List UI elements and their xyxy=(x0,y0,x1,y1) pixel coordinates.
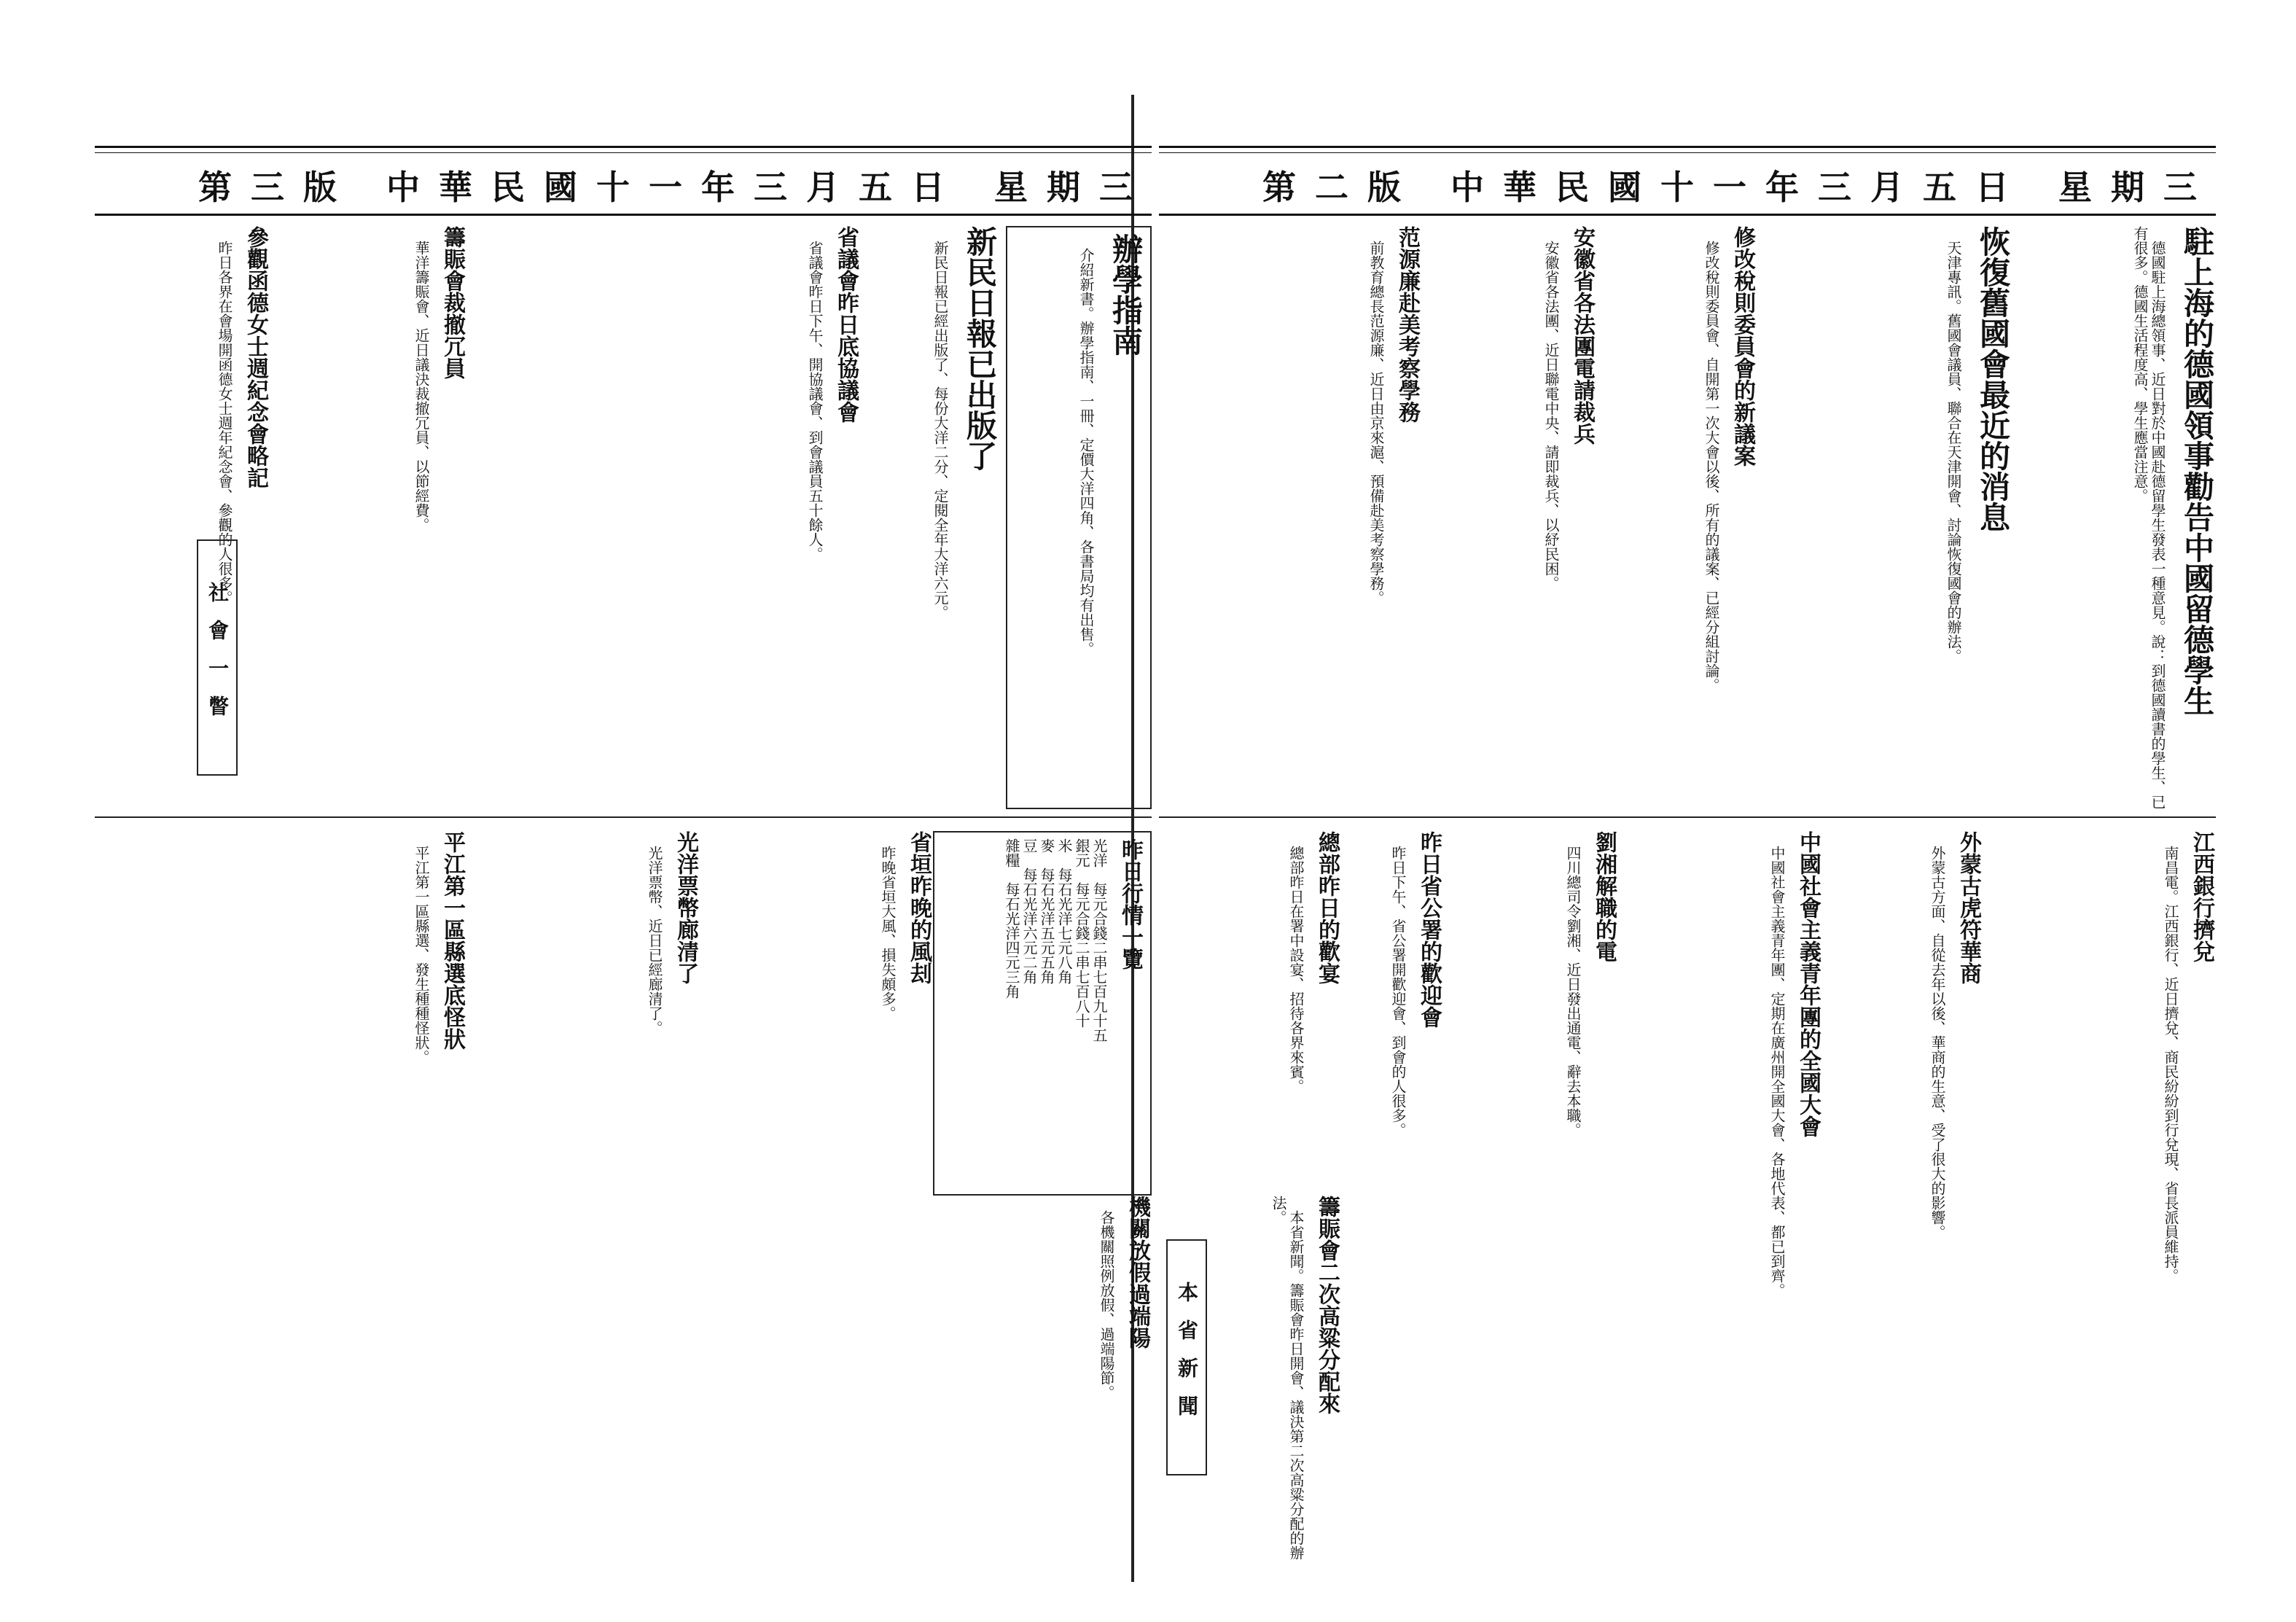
article-new-paper xyxy=(875,226,999,795)
headline: 參觀函德女士週紀念會略記 xyxy=(243,226,268,488)
article-body: 德國駐上海總領事、近日對於中國赴德留學生發表一種意見。說：到德國讀書的學生、已有很多。德國生活程度高、學生應當注意。 xyxy=(2131,226,2166,809)
market-table xyxy=(933,831,1152,1196)
right-page xyxy=(1159,102,2216,1604)
article-fanyuanlian xyxy=(1174,226,1421,809)
left-page-divider xyxy=(95,816,1152,818)
article-youth-league xyxy=(1633,831,1822,1575)
headline: 外蒙古虎符華商 xyxy=(1956,831,1981,984)
article-body: 本省新聞。籌賑會昨日開會、議決第二次高粱分配的辦法。 xyxy=(1270,1196,1305,1560)
article-relief-staff xyxy=(284,226,466,795)
article-body: 中國社會主義青年團、定期在廣州開全國大會、各地代表、都已到齊。 xyxy=(1768,846,1786,1298)
headline: 辦學指南 xyxy=(1108,233,1144,356)
article-body: 光洋票幣、近日已經廊清了。 xyxy=(646,846,663,1035)
market-row: 豆 每石光洋六元二角 xyxy=(1020,838,1038,984)
headline: 光洋票幣廊清了 xyxy=(673,831,698,984)
article-liuxiang xyxy=(1458,831,1618,1575)
headline: 恢復舊國會最近的消息 xyxy=(1975,226,2011,532)
market-row: 光洋 每元合錢二串七百九十五 xyxy=(1090,838,1108,1042)
article-banquet xyxy=(1166,831,1341,1181)
headline: 省垣昨晚的風刦 xyxy=(906,831,932,984)
market-row: 銀元 每元合錢二串七百八十 xyxy=(1073,838,1090,1028)
article-wind xyxy=(714,831,933,1575)
article-election xyxy=(102,831,466,1575)
article-body: 各機關照例放假、過端陽節。 xyxy=(1098,1210,1115,1400)
article-body: 天津專訊。舊國會議員、聯合在天津開會、討論恢復國會的辦法。 xyxy=(1945,241,1962,663)
article-body: 介紹新書。辦學指南、一冊、定價大洋四角、各書局均有出售。 xyxy=(1077,248,1095,656)
article-body: 外蒙古方面、自從去年以後、華商的生意、受了很大的影響。 xyxy=(1929,846,1946,1239)
article-body: 安徽省各法團、近日聯電中央、請即裁兵、以紓民困。 xyxy=(1542,241,1560,590)
market-row: 米 每石光洋七元八角 xyxy=(1055,838,1073,984)
article-welcome xyxy=(1348,831,1443,1575)
article-students xyxy=(2026,226,2216,809)
market-title: 昨日行情一覽 xyxy=(1117,838,1143,970)
headline: 范源廉赴美考察學務 xyxy=(1394,226,1420,423)
headline: 機關放假過端陽 xyxy=(1125,1196,1150,1349)
article-holiday xyxy=(948,1196,1152,1575)
article-jiangxi-bank xyxy=(1997,831,2216,1575)
headline: 籌賑會二次高粱分配來 xyxy=(1314,1196,1340,1414)
article-body: 四川總司令劉湘、近日發出通電、辭去本職。 xyxy=(1564,846,1582,1137)
headline: 省議會昨日底協議會 xyxy=(833,226,859,423)
headline: 籌賑會裁撤冗員 xyxy=(440,226,465,379)
article-assembly xyxy=(481,226,860,795)
column-stamp: 社會一瞥 xyxy=(197,539,238,776)
article-memorial xyxy=(102,226,270,795)
article-mongolia xyxy=(1837,831,1983,1575)
market-row: 麥 每石光洋五元五角 xyxy=(1038,838,1055,984)
headline: 中國社會主義青年團的全國大會 xyxy=(1795,831,1821,1137)
article-banknotes xyxy=(481,831,700,1575)
right-banner-title: 第二版 中華民國十一年三月五日 星期三 xyxy=(1262,168,2216,207)
article-body: 南昌電。江西銀行、近日擠兌、商民紛紛到行兌現、省長派員維持。 xyxy=(2162,846,2179,1283)
article-anhui xyxy=(1436,226,1596,809)
article-body: 昨晚省垣大風、損失頗多。 xyxy=(879,846,897,1021)
article-body: 前教育總長范源廉、近日由京來滬、預備赴美考察學務。 xyxy=(1367,241,1385,605)
headline: 劉湘解職的電 xyxy=(1591,831,1617,962)
article-body: 昨日下午、省公署開歡迎會、到會的人很多。 xyxy=(1389,846,1407,1137)
right-page-banner xyxy=(1159,146,2216,216)
left-page xyxy=(95,102,1152,1604)
article-tariff xyxy=(1611,226,1757,809)
article-body: 昨日各界在會場開函德女士週年紀念會、參觀的人很多。 xyxy=(216,241,233,605)
new-book-ad xyxy=(1006,226,1152,809)
headline: 昨日省公署的歡迎會 xyxy=(1416,831,1442,1028)
right-page-divider xyxy=(1159,816,2216,818)
left-page-banner xyxy=(95,146,1152,216)
market-row: 雜糧 每石光洋四元三角 xyxy=(1003,838,1020,999)
article-body: 華洋籌賑會、近日議決裁撤冗員、以節經費。 xyxy=(413,241,430,532)
left-banner-title: 第三版 中華民國十一年三月五日 星期三 xyxy=(198,168,1152,207)
article-parliament xyxy=(1771,226,2012,809)
headline: 平江第一區縣選底怪狀 xyxy=(440,831,465,1050)
article-body: 省議會昨日下午、開協議會、到會議員五十餘人。 xyxy=(806,241,824,561)
article-body: 新民日報已經出版了、每份大洋二分、定閱全年大洋六元。 xyxy=(932,241,949,620)
article-body: 總部昨日在署中設宴、招待各界來賓。 xyxy=(1287,846,1305,1093)
article-body: 修改稅則委員會、自開第一次大會以後、所有的議案、已經分組討論。 xyxy=(1703,241,1720,693)
headline: 安徽省各法團電請裁兵 xyxy=(1569,226,1595,445)
headline: 駐上海的德國領事勸告中國留德學生 xyxy=(2179,226,2215,716)
headline: 新民日報已出版了 xyxy=(962,226,998,471)
column-stamp: 本省新聞 xyxy=(1166,1239,1207,1475)
headline: 江西銀行擠兌 xyxy=(2189,831,2214,962)
headline: 總部昨日的歡宴 xyxy=(1314,831,1340,984)
article-body: 平江第一區縣選、發生種種怪狀。 xyxy=(413,846,430,1064)
headline: 修改稅則委員會的新議案 xyxy=(1730,226,1755,467)
